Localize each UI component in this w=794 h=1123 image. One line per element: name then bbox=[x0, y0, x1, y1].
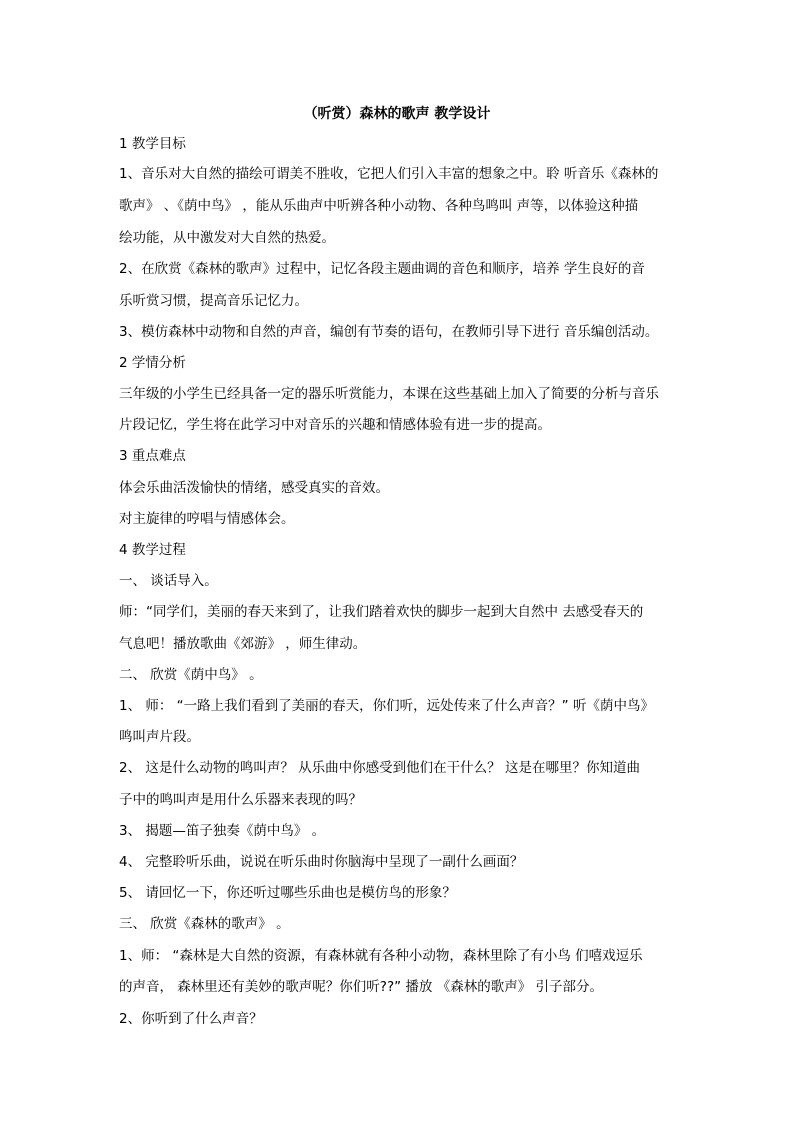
paragraph-line: 1、 师： “一路上我们看到了美丽的春天，你们听，远处传来了什么声音？” 听《荫中鸟》 bbox=[119, 698, 654, 714]
paragraph-line: 1、师： “森林是大自然的资源，有森林就有各种小动物，森林里除了有小鸟 们嘻戏逗乐 bbox=[119, 948, 643, 964]
paragraph-line: 子中的鸣叫声是用什么乐器来表现的吗？ bbox=[119, 792, 362, 808]
section-heading-objectives: 1 教学目标 bbox=[119, 136, 186, 152]
paragraph-line: 师：“同学们，美丽的春天来到了，让我们踏着欢快的脚步一起到大自然中 去感受春天的 bbox=[119, 604, 644, 620]
paragraph-line: 体会乐曲活泼愉快的情绪，感受真实的音效。 bbox=[119, 480, 389, 496]
paragraph-line: 3、 揭题—笛子独奏《荫中鸟》 。 bbox=[119, 823, 326, 839]
paragraph-line: 绘功能，从中激发对大自然的热爱。 bbox=[119, 230, 335, 246]
paragraph-line: 2、在欣赏《森林的歌声》过程中，记忆各段主题曲调的音色和顺序，培养 学生良好的音 bbox=[119, 261, 645, 277]
paragraph-line: 2、你听到了什么声音？ bbox=[119, 1011, 263, 1027]
paragraph-line: 5、 请回忆一下，你还听过哪些乐曲也是模仿鸟的形象？ bbox=[119, 885, 456, 901]
document-title: （听赏）森林的歌声 教学设计 bbox=[303, 106, 491, 122]
paragraph-line: 的声音， 森林里还有美妙的歌声呢？你们听??” 播放 《森林的歌声》 引子部分。 bbox=[119, 979, 603, 995]
paragraph-line: 1、音乐对大自然的描绘可谓美不胜收，它把人们引入丰富的想象之中。聆 听音乐《森林的 bbox=[119, 166, 659, 182]
paragraph-line: 歌声》 、《荫中鸟》 ，能从乐曲声中听辨各种小动物、各种鸟鸣叫 声等，以体验这种描 bbox=[119, 198, 639, 214]
paragraph-line: 片段记忆，学生将在此学习中对音乐的兴趣和情感体验有进一步的提高。 bbox=[119, 417, 551, 433]
section-heading-process: 4 教学过程 bbox=[119, 542, 186, 558]
paragraph-line: 气息吧！播放歌曲《郊游》 ，师生律动。 bbox=[119, 636, 367, 652]
paragraph-line: 鸣叫声片段。 bbox=[119, 729, 200, 745]
paragraph-line: 一、 谈话导入。 bbox=[119, 573, 218, 589]
paragraph-line: 3、模仿森林中动物和自然的声音，编创有节奏的语句，在教师引导下进行 音乐编创活动。 bbox=[119, 324, 659, 340]
paragraph-line: 4、 完整聆听乐曲，说说在听乐曲时你脑海中呈现了一副什么画面？ bbox=[119, 854, 524, 870]
paragraph-line: 乐听赏习惯，提高音乐记忆力。 bbox=[119, 293, 308, 309]
paragraph-line: 对主旋律的哼唱与情感体会。 bbox=[119, 511, 295, 527]
section-heading-analysis: 2 学情分析 bbox=[119, 355, 186, 371]
paragraph-line: 二、 欣赏《荫中鸟》 。 bbox=[119, 667, 263, 683]
paragraph-line: 三、 欣赏《森林的歌声》 。 bbox=[119, 916, 290, 932]
section-heading-key-points: 3 重点难点 bbox=[119, 448, 186, 464]
paragraph-line: 2、 这是什么动物的鸣叫声？ 从乐曲中你感受到他们在干什么？ 这是在哪里？你知道曲 bbox=[119, 760, 640, 776]
paragraph-line: 三年级的小学生已经具备一定的器乐听赏能力，本课在这些基础上加入了简要的分析与音乐 bbox=[119, 386, 659, 402]
